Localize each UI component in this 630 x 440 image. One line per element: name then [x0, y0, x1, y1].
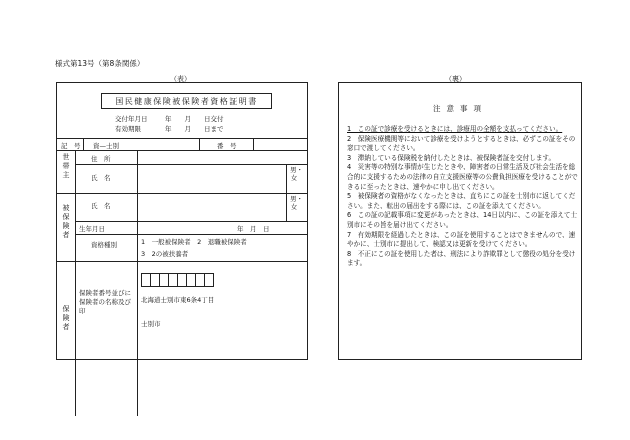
front-card	[56, 82, 308, 360]
validity-value: 年 月 日まで	[165, 125, 224, 133]
qualification-option-2: 3 2の被扶養者	[141, 250, 189, 258]
insurer-label: 保険者	[62, 305, 70, 331]
insured-name-label: 氏 名	[91, 202, 111, 210]
note-item: 6 この証の記載事項に変更があったときは、14日以内に、この証を添えて士別市にその旨を届け出てください。	[347, 211, 578, 229]
qualification-label: 資格種別	[91, 241, 117, 249]
birthdate-value: 年 月 日	[237, 225, 270, 233]
issue-date-label: 交付年月日	[115, 115, 148, 123]
insurer-number-boxes	[141, 273, 213, 287]
notes-list	[347, 125, 579, 269]
insured-gender: 男・女	[290, 195, 303, 211]
back-card	[338, 82, 582, 360]
note-item: 8 不正にこの証を使用した者は、刑法により詐欺罪として懲役の処分を受けます。	[347, 249, 576, 268]
note-item: 5 被保険者の資格がなくなったときは、直ちにこの証を士別市に返してください。また、転出の届出をする際には、この証を添えてください。	[347, 192, 576, 210]
note-item: 3 滞納している保険税を納付したときは、被保険者証を交付します。	[347, 153, 556, 162]
back-side-label: （裏）	[445, 75, 466, 83]
digit-box	[204, 273, 214, 287]
insurer-address: 北海道士別市東6条4丁目	[141, 296, 215, 304]
certificate-title: 国民健康保険被保険者資格証明書	[101, 93, 272, 109]
note-item: 2 保険医療機関等において診療を受けようとするときは、必ずこの証をその窓口で渡してください。	[347, 134, 576, 153]
symbol-value: 資—士別	[93, 142, 119, 150]
insurer-fields-label: 保険者番号並びに保険者の名称及び印	[79, 289, 131, 315]
note-item: 1 この証で診療を受けるときには、診療用の全額を支払ってください。	[347, 125, 563, 133]
householder-label: 世帯主	[62, 153, 70, 179]
note-item: 7 有効期限を経過したときは、この証を使用することはできませんので、速やかに、士別市に提出して、検認又は更新を受けてください。	[347, 230, 576, 249]
form-number: 様式第13号（第8条関係）	[55, 59, 145, 68]
householder-address-label: 住 所	[91, 155, 111, 163]
symbol-label: 記 号	[61, 142, 81, 150]
note-item: 4 災害等の特別な事情が生じたときや、障害者の日常生活及び社会生活を総合的に支援するための法律の自立支援医療等の公費負担医療を受けることができるに至ったときは、速やかに申し出てください。	[347, 163, 578, 191]
householder-name-label: 氏 名	[91, 174, 111, 182]
insurer-name: 士別市	[141, 320, 161, 328]
validity-label: 有効期限	[115, 125, 141, 133]
front-side-label: （表）	[170, 75, 191, 83]
number-label: 番 号	[217, 142, 237, 150]
issue-date-value: 年 月 日交付	[165, 115, 224, 123]
insured-label: 被保険者	[62, 204, 70, 239]
notes-title: 注意事項	[433, 104, 487, 113]
qualification-option-1: 1 一般被保険者 2 退職被保険者	[141, 238, 247, 246]
householder-gender: 男・女	[290, 166, 303, 182]
birthdate-label: 生年月日	[79, 225, 105, 233]
